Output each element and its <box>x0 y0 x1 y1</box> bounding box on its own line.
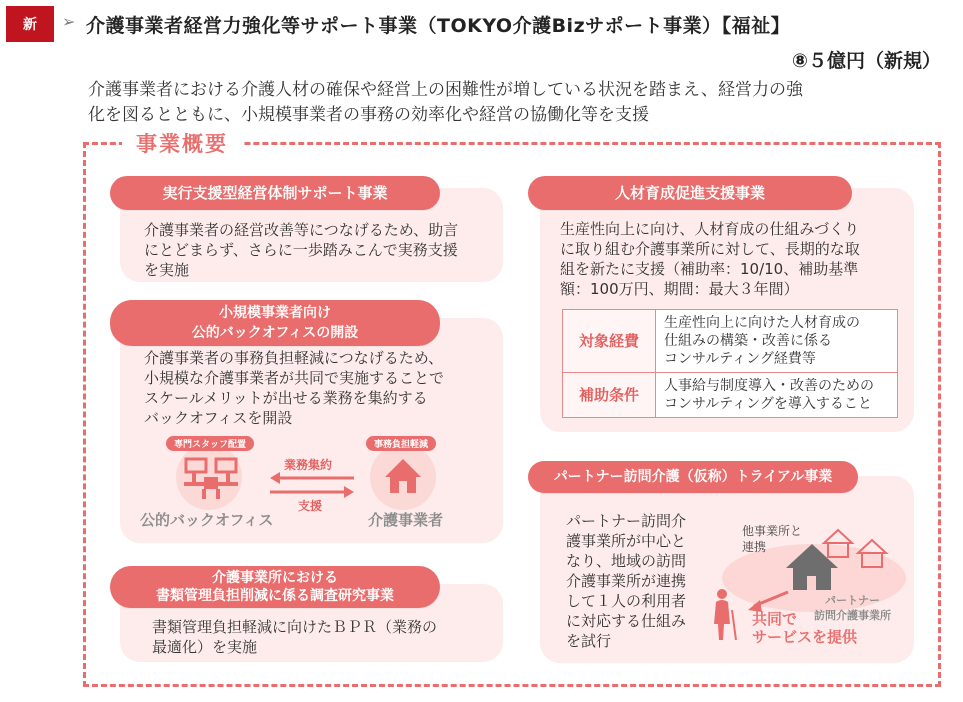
conditions-table <box>562 309 898 418</box>
training-text <box>560 219 905 299</box>
together-label: 共同で サービスを提供 <box>752 610 858 646</box>
text-line: して１人の利用者 <box>566 592 687 610</box>
text-line: 小規模な介護事業者が共同で実施することで <box>144 369 445 387</box>
text-line: 介護事業所が連携 <box>566 572 687 590</box>
partner-title: パートナー訪問介護（仮称）トライアル事業 <box>528 461 858 493</box>
text-line: 介護事業者の事務負担軽減につなげるため、 <box>144 349 444 367</box>
training-title: 人材育成促進支援事業 <box>528 176 852 210</box>
text-line: 生産性向上に向け、人材育成の仕組みづくり <box>560 220 860 238</box>
text-line: にとどまらず、さらに一歩踏みこんで実務支援 <box>144 241 458 259</box>
text-line: 組を新たに支援（補助率：10/10、補助基準 <box>560 260 859 278</box>
text-line: 護事業所が中心と <box>566 532 687 550</box>
text-line: 最適化）を実施 <box>152 638 258 656</box>
table-head: 補助条件 <box>563 373 656 418</box>
triangle-bullet-icon: ➢ <box>62 12 76 31</box>
research-title <box>110 566 440 608</box>
partner-office-label: パートナー 訪問介護事業所 <box>814 594 891 622</box>
title-line: 書類管理負担削減に係る調査研究事業 <box>156 588 394 604</box>
text-line: 介護事業者の経営改善等につなげるため、助言 <box>144 221 459 239</box>
partner-text <box>566 511 706 651</box>
support-text <box>144 220 494 280</box>
arrow-bottom-label: 支援 <box>298 499 323 513</box>
backoffice-text <box>144 348 494 428</box>
office-desk-icon <box>184 455 238 499</box>
arrow-top-label: 業務集約 <box>284 458 333 472</box>
other-office-label: 他事業所と 連携 <box>742 524 803 554</box>
text-line: パートナー訪問介 <box>566 512 687 530</box>
backoffice-title <box>110 300 440 346</box>
exchange-arrows-icon <box>268 472 356 498</box>
table-cell: 人事給与制度導入・改善のための コンサルティングを導入すること <box>656 373 898 418</box>
burden-tag: 事務負担軽減 <box>366 436 436 451</box>
title-line: 小規模事業者向け <box>219 305 331 321</box>
staff-tag: 専門スタッフ配置 <box>166 436 254 451</box>
office-label: 公的バックオフィス <box>140 511 274 529</box>
text-line: に対応する仕組み <box>566 612 687 630</box>
text-line: スケールメリットが出せる業務を集約する <box>144 389 428 407</box>
text-line: を試行 <box>566 632 612 650</box>
table-row <box>563 310 898 373</box>
business-label: 介護事業者 <box>368 511 444 529</box>
summary-line: 化を図るとともに、小規模事業者の事務の効率化や経営の協働化等を支援 <box>88 105 649 125</box>
text-line: 額：100万円、期間：最大３年間） <box>560 280 799 298</box>
text-line: を実施 <box>144 261 190 279</box>
table-cell: 生産性向上に向けた人材育成の 仕組みの構築・改善に係る コンサルティング経費等 <box>656 310 898 373</box>
summary <box>88 78 938 128</box>
new-badge: 新 <box>6 6 54 42</box>
text-line: なり、地域の訪問 <box>566 552 687 570</box>
title-line: 公的バックオフィスの開設 <box>191 325 359 341</box>
table-row <box>563 373 898 418</box>
title-line: 介護事業所における <box>212 570 338 586</box>
text-line: バックオフィスを開設 <box>144 409 293 427</box>
overview-label: 事業概要 <box>122 128 242 158</box>
table-head: 対象経費 <box>563 310 656 373</box>
research-text <box>152 617 492 657</box>
text-line: に取り組む介護事業所に対して、長期的な取 <box>560 240 860 258</box>
support-title: 実行支援型経営体制サポート事業 <box>110 176 440 210</box>
summary-line: 介護事業者における介護人材の確保や経営上の困難性が増している状況を踏まえ、経営力の強 <box>88 80 804 100</box>
text-line: 書類管理負担軽減に向けたＢＰＲ（業務の <box>152 618 438 636</box>
page-title: 介護事業者経営力強化等サポート事業（TOKYO介護Bizサポート事業）【福祉】 <box>86 15 791 37</box>
house-icon <box>383 457 423 495</box>
budget-label: ⑧５億円（新規） <box>791 50 941 72</box>
